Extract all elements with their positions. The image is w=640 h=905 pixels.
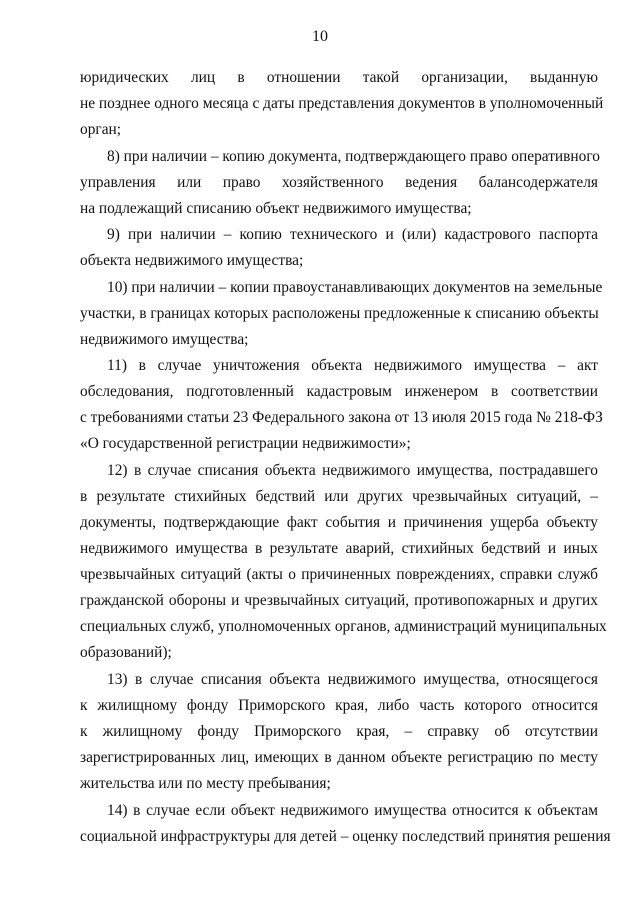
text-line: с требованиями статьи 23 Федерального закона от 13 июля 2015 года № 218-ФЗ [80,409,603,426]
text-line: чрезвычайных ситуаций (акты о причиненных повреждениях, справки служб [80,566,598,583]
text-line: недвижимого имущества; [80,331,249,348]
text-line: 8) при наличии – копию документа, подтверждающего право оперативного [107,148,600,165]
text-line: управления или право хозяйственного ведения балансодержателя [80,174,598,191]
text-line: специальных служб, уполномоченных органов, администраций муниципальных [80,618,607,635]
text-line: орган; [80,121,122,138]
text-line: 11) в случае уничтожения объекта недвижимого имущества – акт [107,357,598,374]
text-line: к жилищному фонду Приморского края, – справку об отсутствии [80,723,598,740]
text-line: недвижимого имущества в результате аварий, стихийных бедствий и иных [80,540,598,557]
text-line: 9) при наличии – копию технического и (или) кадастрового паспорта [107,226,598,243]
text-line: 12) в случае списания объекта недвижимого имущества, пострадавшего [107,462,598,479]
text-line: обследования, подготовленный кадастровым инженером в соответствии [80,383,598,400]
text-line: 10) при наличии – копии правоустанавливающих документов на земельные [107,279,603,296]
text-line: не позднее одного месяца с даты представления документов в уполномоченный [80,95,604,112]
text-line: 14) в случае если объект недвижимого имущества относится к объектам [107,802,598,819]
text-line: социальной инфраструктуры для детей – оценку последствий принятия решения [80,828,611,845]
text-line: жительства или по месту пребывания; [80,775,331,792]
text-line: в результате стихийных бедствий или других чрезвычайных ситуаций, – [80,488,598,505]
text-line: «О государственной регистрации недвижимости»; [80,435,411,452]
page-number: 10 [312,28,328,45]
text-line: объекта недвижимого имущества; [80,252,304,269]
text-line: образований); [80,644,172,661]
text-line: гражданской обороны и чрезвычайных ситуаций, противопожарных и других [80,592,598,609]
text-line: участки, в границах которых расположены предложенные к списанию объекты [80,305,599,322]
text-line: документы, подтверждающие факт события и причинения ущерба объекту [80,514,598,531]
text-line: к жилищному фонду Приморского края, либо часть которого относится [80,697,598,714]
text-line: на подлежащий списанию объект недвижимого имущества; [80,200,472,217]
text-line: юридических лиц в отношении такой организации, выданную [80,69,598,86]
text-line: зарегистрированных лиц, имеющих в данном объекте регистрацию по месту [80,749,598,766]
text-line: 13) в случае списания объекта недвижимого имущества, относящегося [107,671,598,688]
